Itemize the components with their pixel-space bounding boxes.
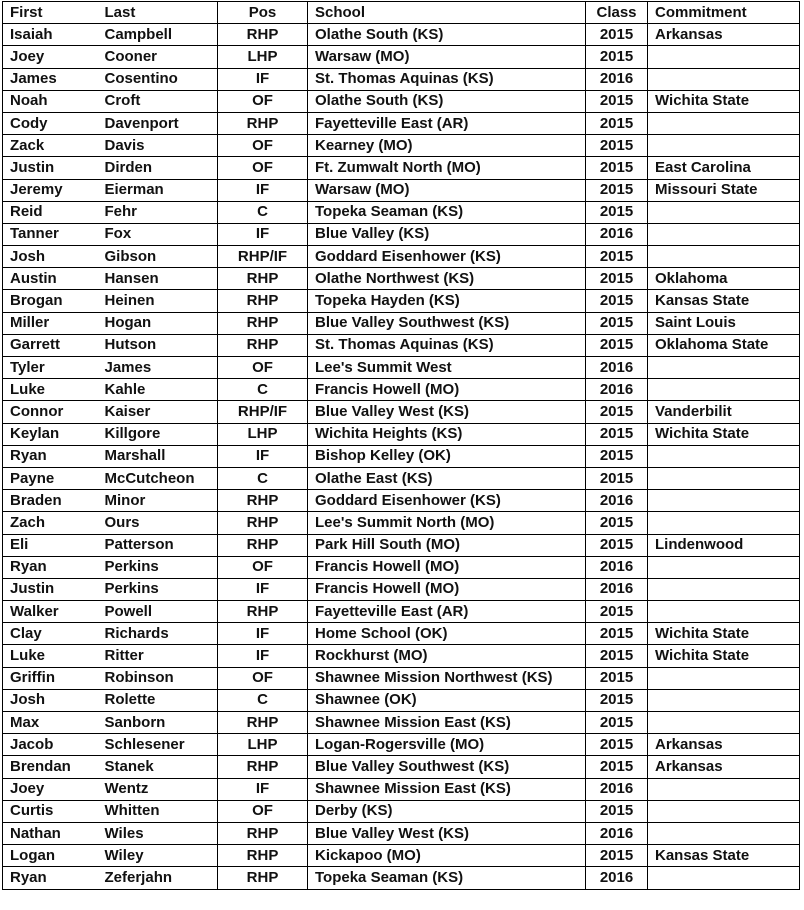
cell-school: Topeka Hayden (KS) xyxy=(308,290,586,312)
cell-first-name: Luke xyxy=(3,645,98,667)
cell-last-name: Perkins xyxy=(98,556,218,578)
column-header-class: Class xyxy=(586,2,648,24)
cell-position: IF xyxy=(218,645,308,667)
cell-commitment: East Carolina xyxy=(648,157,800,179)
cell-class: 2015 xyxy=(586,467,648,489)
cell-position: OF xyxy=(218,357,308,379)
cell-school: Shawnee Mission East (KS) xyxy=(308,712,586,734)
cell-last-name: Hogan xyxy=(98,312,218,334)
cell-position: C xyxy=(218,379,308,401)
cell-position: OF xyxy=(218,157,308,179)
table-row xyxy=(3,734,800,756)
table-row xyxy=(3,223,800,245)
cell-position: IF xyxy=(218,778,308,800)
table-row xyxy=(3,623,800,645)
cell-position: LHP xyxy=(218,734,308,756)
cell-first-name: Jeremy xyxy=(3,179,98,201)
cell-school: Olathe Northwest (KS) xyxy=(308,268,586,290)
cell-last-name: Eierman xyxy=(98,179,218,201)
cell-commitment xyxy=(648,512,800,534)
cell-commitment: Wichita State xyxy=(648,623,800,645)
cell-school: Fayetteville East (AR) xyxy=(308,112,586,134)
table-row xyxy=(3,423,800,445)
cell-position: RHP xyxy=(218,268,308,290)
cell-position: OF xyxy=(218,135,308,157)
table-row xyxy=(3,467,800,489)
cell-last-name: Patterson xyxy=(98,534,218,556)
cell-school: Warsaw (MO) xyxy=(308,46,586,68)
cell-school: Park Hill South (MO) xyxy=(308,534,586,556)
cell-class: 2015 xyxy=(586,423,648,445)
cell-first-name: Cody xyxy=(3,112,98,134)
cell-last-name: Sanborn xyxy=(98,712,218,734)
table-row xyxy=(3,290,800,312)
cell-last-name: Schlesener xyxy=(98,734,218,756)
cell-first-name: Zach xyxy=(3,512,98,534)
table-row xyxy=(3,112,800,134)
cell-first-name: Braden xyxy=(3,490,98,512)
cell-last-name: Minor xyxy=(98,490,218,512)
cell-position: RHP xyxy=(218,867,308,889)
table-row xyxy=(3,712,800,734)
cell-first-name: Brendan xyxy=(3,756,98,778)
cell-first-name: Joey xyxy=(3,778,98,800)
cell-first-name: Noah xyxy=(3,90,98,112)
table-row xyxy=(3,534,800,556)
cell-commitment xyxy=(648,135,800,157)
cell-class: 2016 xyxy=(586,867,648,889)
cell-commitment: Oklahoma State xyxy=(648,334,800,356)
cell-first-name: Brogan xyxy=(3,290,98,312)
cell-commitment xyxy=(648,223,800,245)
table-row xyxy=(3,135,800,157)
table-row xyxy=(3,601,800,623)
cell-commitment xyxy=(648,68,800,90)
cell-position: RHP xyxy=(218,112,308,134)
cell-position: RHP/IF xyxy=(218,246,308,268)
cell-commitment: Arkansas xyxy=(648,734,800,756)
cell-last-name: Whitten xyxy=(98,800,218,822)
cell-school: Blue Valley Southwest (KS) xyxy=(308,756,586,778)
cell-last-name: Wiles xyxy=(98,822,218,844)
cell-commitment: Missouri State xyxy=(648,179,800,201)
table-row xyxy=(3,667,800,689)
cell-first-name: Reid xyxy=(3,201,98,223)
cell-school: Francis Howell (MO) xyxy=(308,379,586,401)
cell-position: OF xyxy=(218,800,308,822)
cell-class: 2015 xyxy=(586,157,648,179)
cell-class: 2015 xyxy=(586,689,648,711)
cell-class: 2015 xyxy=(586,800,648,822)
cell-school: St. Thomas Aquinas (KS) xyxy=(308,68,586,90)
cell-position: C xyxy=(218,689,308,711)
cell-class: 2016 xyxy=(586,778,648,800)
cell-position: RHP xyxy=(218,490,308,512)
column-header-commitment: Commitment xyxy=(648,2,800,24)
table-row xyxy=(3,756,800,778)
cell-commitment xyxy=(648,46,800,68)
cell-commitment xyxy=(648,778,800,800)
cell-commitment xyxy=(648,601,800,623)
cell-school: Fayetteville East (AR) xyxy=(308,601,586,623)
cell-school: Shawnee (OK) xyxy=(308,689,586,711)
cell-first-name: Payne xyxy=(3,467,98,489)
table-row xyxy=(3,90,800,112)
cell-commitment: Wichita State xyxy=(648,90,800,112)
table-row xyxy=(3,845,800,867)
cell-commitment: Kansas State xyxy=(648,845,800,867)
cell-last-name: James xyxy=(98,357,218,379)
cell-commitment xyxy=(648,822,800,844)
cell-commitment: Lindenwood xyxy=(648,534,800,556)
cell-class: 2015 xyxy=(586,623,648,645)
cell-class: 2015 xyxy=(586,645,648,667)
cell-last-name: Fox xyxy=(98,223,218,245)
cell-school: Rockhurst (MO) xyxy=(308,645,586,667)
cell-commitment xyxy=(648,578,800,600)
cell-school: Blue Valley Southwest (KS) xyxy=(308,312,586,334)
cell-school: Shawnee Mission East (KS) xyxy=(308,778,586,800)
table-row xyxy=(3,578,800,600)
cell-school: Logan-Rogersville (MO) xyxy=(308,734,586,756)
cell-school: Blue Valley West (KS) xyxy=(308,822,586,844)
table-row xyxy=(3,46,800,68)
cell-commitment xyxy=(648,357,800,379)
cell-commitment: Wichita State xyxy=(648,645,800,667)
cell-last-name: Kaiser xyxy=(98,401,218,423)
cell-position: RHP/IF xyxy=(218,401,308,423)
cell-first-name: Keylan xyxy=(3,423,98,445)
cell-class: 2015 xyxy=(586,90,648,112)
cell-last-name: Heinen xyxy=(98,290,218,312)
cell-class: 2015 xyxy=(586,667,648,689)
cell-class: 2015 xyxy=(586,135,648,157)
cell-first-name: Curtis xyxy=(3,800,98,822)
header-row xyxy=(3,2,800,24)
cell-class: 2015 xyxy=(586,712,648,734)
cell-last-name: Hutson xyxy=(98,334,218,356)
table-row xyxy=(3,357,800,379)
cell-position: RHP xyxy=(218,601,308,623)
cell-last-name: Marshall xyxy=(98,445,218,467)
cell-last-name: Dirden xyxy=(98,157,218,179)
cell-first-name: Luke xyxy=(3,379,98,401)
cell-school: Home School (OK) xyxy=(308,623,586,645)
cell-position: IF xyxy=(218,179,308,201)
cell-commitment: Vanderbilit xyxy=(648,401,800,423)
column-header-last: Last xyxy=(98,2,218,24)
cell-last-name: Ritter xyxy=(98,645,218,667)
table-row xyxy=(3,867,800,889)
table-row xyxy=(3,556,800,578)
cell-school: Kickapoo (MO) xyxy=(308,845,586,867)
cell-position: OF xyxy=(218,90,308,112)
cell-school: Topeka Seaman (KS) xyxy=(308,201,586,223)
cell-class: 2015 xyxy=(586,24,648,46)
cell-commitment: Kansas State xyxy=(648,290,800,312)
cell-first-name: Austin xyxy=(3,268,98,290)
cell-commitment xyxy=(648,712,800,734)
cell-position: IF xyxy=(218,578,308,600)
cell-school: Bishop Kelley (OK) xyxy=(308,445,586,467)
cell-school: Lee's Summit West xyxy=(308,357,586,379)
cell-commitment xyxy=(648,800,800,822)
cell-school: Francis Howell (MO) xyxy=(308,556,586,578)
cell-class: 2016 xyxy=(586,822,648,844)
cell-first-name: Justin xyxy=(3,157,98,179)
cell-last-name: Wentz xyxy=(98,778,218,800)
cell-school: Warsaw (MO) xyxy=(308,179,586,201)
cell-last-name: Croft xyxy=(98,90,218,112)
cell-commitment xyxy=(648,467,800,489)
cell-last-name: Powell xyxy=(98,601,218,623)
cell-class: 2016 xyxy=(586,556,648,578)
cell-last-name: Davenport xyxy=(98,112,218,134)
table-row xyxy=(3,68,800,90)
cell-last-name: Gibson xyxy=(98,246,218,268)
cell-school: Lee's Summit North (MO) xyxy=(308,512,586,534)
table-row xyxy=(3,379,800,401)
cell-class: 2015 xyxy=(586,201,648,223)
cell-last-name: Stanek xyxy=(98,756,218,778)
cell-school: Olathe South (KS) xyxy=(308,90,586,112)
cell-last-name: Perkins xyxy=(98,578,218,600)
table-body xyxy=(3,24,800,889)
cell-position: IF xyxy=(218,445,308,467)
cell-last-name: Cosentino xyxy=(98,68,218,90)
cell-commitment xyxy=(648,556,800,578)
cell-commitment: Oklahoma xyxy=(648,268,800,290)
cell-first-name: Eli xyxy=(3,534,98,556)
table-row xyxy=(3,778,800,800)
cell-position: IF xyxy=(218,623,308,645)
cell-first-name: Tyler xyxy=(3,357,98,379)
cell-first-name: Connor xyxy=(3,401,98,423)
cell-class: 2016 xyxy=(586,379,648,401)
cell-first-name: Max xyxy=(3,712,98,734)
cell-school: Topeka Seaman (KS) xyxy=(308,867,586,889)
cell-last-name: Fehr xyxy=(98,201,218,223)
cell-last-name: Davis xyxy=(98,135,218,157)
cell-class: 2016 xyxy=(586,68,648,90)
cell-school: Goddard Eisenhower (KS) xyxy=(308,490,586,512)
cell-school: Olathe South (KS) xyxy=(308,24,586,46)
cell-first-name: Walker xyxy=(3,601,98,623)
cell-last-name: McCutcheon xyxy=(98,467,218,489)
cell-commitment xyxy=(648,112,800,134)
cell-first-name: Ryan xyxy=(3,445,98,467)
cell-position: C xyxy=(218,201,308,223)
cell-first-name: Miller xyxy=(3,312,98,334)
cell-school: Wichita Heights (KS) xyxy=(308,423,586,445)
cell-commitment xyxy=(648,867,800,889)
cell-position: RHP xyxy=(218,756,308,778)
table-row xyxy=(3,201,800,223)
cell-first-name: Justin xyxy=(3,578,98,600)
cell-position: OF xyxy=(218,667,308,689)
table-row xyxy=(3,246,800,268)
cell-position: RHP xyxy=(218,24,308,46)
cell-commitment xyxy=(648,379,800,401)
cell-last-name: Kahle xyxy=(98,379,218,401)
cell-last-name: Killgore xyxy=(98,423,218,445)
table-row xyxy=(3,512,800,534)
cell-school: St. Thomas Aquinas (KS) xyxy=(308,334,586,356)
cell-last-name: Cooner xyxy=(98,46,218,68)
cell-last-name: Robinson xyxy=(98,667,218,689)
cell-class: 2015 xyxy=(586,268,648,290)
cell-class: 2016 xyxy=(586,223,648,245)
cell-first-name: Ryan xyxy=(3,867,98,889)
cell-position: RHP xyxy=(218,845,308,867)
cell-school: Ft. Zumwalt North (MO) xyxy=(308,157,586,179)
cell-last-name: Richards xyxy=(98,623,218,645)
table-row xyxy=(3,334,800,356)
cell-class: 2015 xyxy=(586,845,648,867)
table-row xyxy=(3,800,800,822)
cell-last-name: Wiley xyxy=(98,845,218,867)
cell-last-name: Hansen xyxy=(98,268,218,290)
cell-first-name: Joey xyxy=(3,46,98,68)
cell-commitment: Saint Louis xyxy=(648,312,800,334)
cell-school: Francis Howell (MO) xyxy=(308,578,586,600)
cell-class: 2015 xyxy=(586,601,648,623)
cell-class: 2015 xyxy=(586,734,648,756)
cell-first-name: James xyxy=(3,68,98,90)
table-row xyxy=(3,24,800,46)
table-row xyxy=(3,179,800,201)
cell-position: IF xyxy=(218,223,308,245)
cell-class: 2015 xyxy=(586,112,648,134)
cell-class: 2015 xyxy=(586,46,648,68)
table-row xyxy=(3,268,800,290)
cell-class: 2015 xyxy=(586,512,648,534)
cell-school: Shawnee Mission Northwest (KS) xyxy=(308,667,586,689)
cell-class: 2016 xyxy=(586,490,648,512)
cell-first-name: Tanner xyxy=(3,223,98,245)
cell-school: Blue Valley (KS) xyxy=(308,223,586,245)
cell-class: 2016 xyxy=(586,357,648,379)
cell-last-name: Rolette xyxy=(98,689,218,711)
table-row xyxy=(3,312,800,334)
cell-last-name: Campbell xyxy=(98,24,218,46)
cell-school: Olathe East (KS) xyxy=(308,467,586,489)
cell-position: IF xyxy=(218,68,308,90)
cell-class: 2015 xyxy=(586,290,648,312)
cell-school: Goddard Eisenhower (KS) xyxy=(308,246,586,268)
roster-table xyxy=(2,1,800,890)
cell-class: 2015 xyxy=(586,334,648,356)
cell-first-name: Isaiah xyxy=(3,24,98,46)
cell-class: 2016 xyxy=(586,578,648,600)
cell-school: Kearney (MO) xyxy=(308,135,586,157)
cell-position: RHP xyxy=(218,512,308,534)
cell-class: 2015 xyxy=(586,179,648,201)
cell-first-name: Griffin xyxy=(3,667,98,689)
cell-first-name: Jacob xyxy=(3,734,98,756)
cell-first-name: Josh xyxy=(3,689,98,711)
cell-commitment xyxy=(648,201,800,223)
cell-first-name: Logan xyxy=(3,845,98,867)
cell-position: LHP xyxy=(218,423,308,445)
cell-class: 2015 xyxy=(586,246,648,268)
table-row xyxy=(3,490,800,512)
cell-commitment: Arkansas xyxy=(648,756,800,778)
cell-first-name: Josh xyxy=(3,246,98,268)
cell-commitment xyxy=(648,246,800,268)
table-row xyxy=(3,645,800,667)
cell-position: RHP xyxy=(218,712,308,734)
cell-position: RHP xyxy=(218,290,308,312)
cell-class: 2015 xyxy=(586,445,648,467)
cell-commitment xyxy=(648,445,800,467)
cell-position: OF xyxy=(218,556,308,578)
table-row xyxy=(3,157,800,179)
cell-commitment: Wichita State xyxy=(648,423,800,445)
cell-class: 2015 xyxy=(586,756,648,778)
cell-school: Blue Valley West (KS) xyxy=(308,401,586,423)
cell-first-name: Clay xyxy=(3,623,98,645)
table-row xyxy=(3,689,800,711)
cell-last-name: Ours xyxy=(98,512,218,534)
column-header-school: School xyxy=(308,2,586,24)
column-header-first: First xyxy=(3,2,98,24)
cell-commitment xyxy=(648,490,800,512)
cell-position: RHP xyxy=(218,534,308,556)
cell-position: RHP xyxy=(218,334,308,356)
column-header-pos: Pos xyxy=(218,2,308,24)
cell-last-name: Zeferjahn xyxy=(98,867,218,889)
cell-commitment xyxy=(648,667,800,689)
cell-class: 2015 xyxy=(586,312,648,334)
table-row xyxy=(3,822,800,844)
cell-position: LHP xyxy=(218,46,308,68)
cell-position: RHP xyxy=(218,822,308,844)
cell-commitment xyxy=(648,689,800,711)
cell-first-name: Nathan xyxy=(3,822,98,844)
cell-position: C xyxy=(218,467,308,489)
cell-school: Derby (KS) xyxy=(308,800,586,822)
cell-first-name: Zack xyxy=(3,135,98,157)
table-row xyxy=(3,445,800,467)
cell-first-name: Ryan xyxy=(3,556,98,578)
cell-commitment: Arkansas xyxy=(648,24,800,46)
cell-class: 2015 xyxy=(586,401,648,423)
cell-class: 2015 xyxy=(586,534,648,556)
table-row xyxy=(3,401,800,423)
cell-first-name: Garrett xyxy=(3,334,98,356)
cell-position: RHP xyxy=(218,312,308,334)
